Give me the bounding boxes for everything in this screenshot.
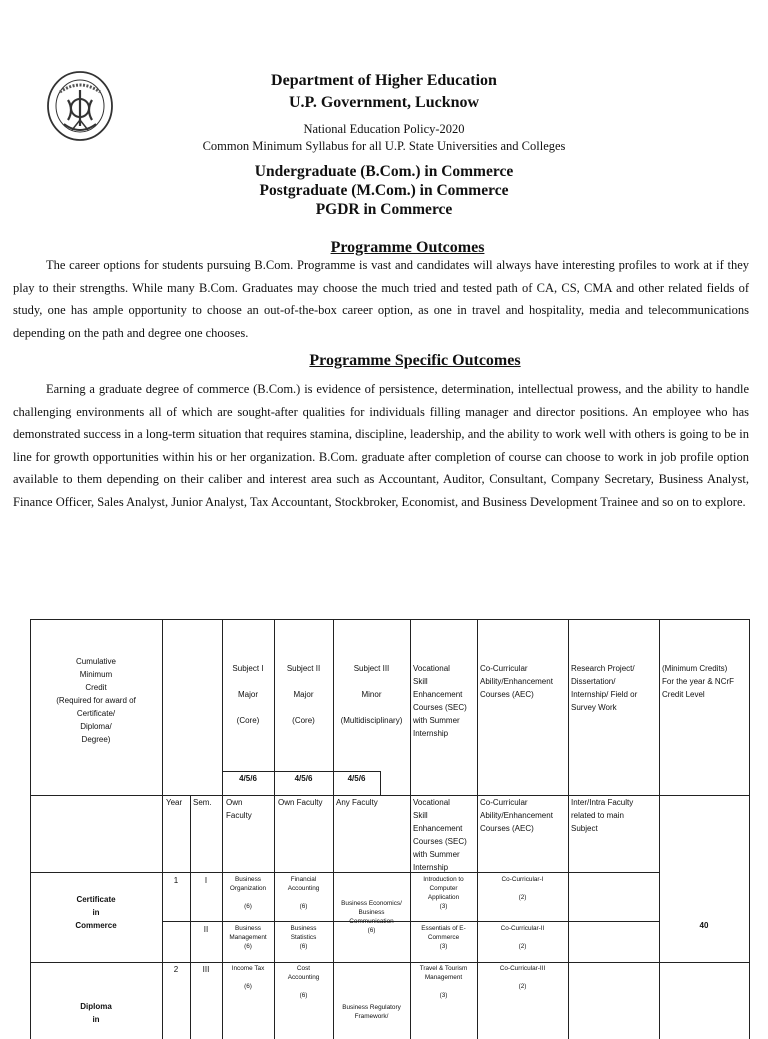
business-regulatory-course: Business Regulatory Framework/ (342, 1004, 401, 1020)
cocurricular-subheader: Co-Curricular Ability/Enhancement Courses (AEC) (480, 798, 553, 833)
programme-outcomes-title: Programme Outcomes (330, 239, 485, 256)
diploma-label: Diploma in (80, 1002, 112, 1024)
policy-line: National Education Policy-2020 (303, 122, 465, 136)
programme-specific-outcomes-title: Programme Specific Outcomes (309, 352, 521, 369)
financial-accounting-course: Financial Accounting (6) (287, 876, 320, 910)
subject2-header: Subject II Major (Core) (286, 664, 321, 725)
certificate-credits: 40 (699, 921, 709, 930)
subject1-credit-label: 4/5/6 (239, 774, 257, 783)
subject3-faculty: Any Faculty (336, 798, 378, 807)
cocurricular-header: Co-Curricular Ability/Enhancement Courses (AEC) (480, 664, 553, 699)
department-title: Department of Higher Education (271, 72, 497, 89)
vocational-header: Vocational Skill Enhancement Courses (SEC) with Summer Internship (413, 664, 467, 738)
cumulative-credit-header: Cumulative Minimum Credit (Required for award of Certificate/ Diploma/ Degree) (56, 657, 136, 744)
certificate-label: Certificate in Commerce (75, 895, 117, 930)
vocational-subheader: Vocational Skill Enhancement Courses (SEC) with Summer Internship (413, 798, 467, 872)
sem-header: Sem. (193, 798, 212, 807)
ug-title: Undergraduate (B.Com.) in Commerce (254, 163, 514, 180)
pgdr-title: PGDR in Commerce (315, 201, 453, 218)
credits-header: (Minimum Credits) For the year & NCrF Credit Level (662, 664, 735, 699)
government-title: U.P. Government, Lucknow (288, 94, 480, 111)
business-organization-course: Business Organization (6) (229, 876, 267, 910)
computer-application-course: Introduction to Computer Application (3) (423, 876, 464, 910)
credit-structure-table (30, 619, 750, 1039)
year-header: Year (166, 798, 183, 807)
pg-title: Postgraduate (M.Com.) in Commerce (259, 182, 509, 199)
cost-accounting-course: Cost Accounting (6) (287, 965, 320, 999)
programme-outcomes-text: The career options for students pursuing B.Com. Programme is vast and candidates will always have interesting profiles to work at if they play to their strengths. While many B.Com. Graduates may choose the much tried and tested path of CA, CS, CMA and other related fields of study, one has ample opportunity to choose an out-of-the-box career option, as one in travel and hospitality, media and telecommunications depending on the path and degree one chooses. (13, 258, 749, 340)
diploma-year: 2 (173, 965, 179, 974)
travel-tourism-course: Travel & Tourism Management (3) (419, 965, 468, 999)
programme-specific-outcomes-text: Earning a graduate degree of commerce (B.Com.) is evidence of persistence, determination, intellectual prowess, and the ability to handle challenging environments all of which are sought-after qualities for individuals filling manager and director positions. An employee who has demonstrated success in a long-term situation that requires stamina, discipline, leadership, and the ability to work well with others is going to be in line for growth opportunities within his or her organization. B.Com. graduate after completion of course can choose to work in job profile option available to them depending on their caliber and interest area such as Accountant, Auditor, Consultant, Company Secretary, Business Analyst, Finance Officer, Sales Analyst, Junior Analyst, Tax Accountant, Stockbroker, Economist, and Business Development Trainee and so on to explore. (13, 382, 749, 509)
research-header: Research Project/ Dissertation/ Internship/ Field or Survey Work (571, 664, 638, 712)
subject1-faculty: Own Faculty (226, 798, 252, 820)
business-management-course: Business Management (6) (229, 925, 267, 950)
business-statistics-course: Business Statistics (6) (290, 925, 317, 950)
certificate-sem-1: I (204, 876, 208, 885)
subject3-credit-label: 4/5/6 (347, 774, 366, 783)
e-commerce-course: Essentials of E- Commerce (3) (421, 925, 466, 950)
subject2-credit-label: 4/5/6 (294, 774, 313, 783)
certificate-year: 1 (173, 876, 179, 885)
subject1-header: Subject I Major (Core) (232, 664, 264, 725)
syllabus-line: Common Minimum Syllabus for all U.P. State Universities and Colleges (202, 139, 566, 153)
income-tax-course: Income Tax (6) (231, 965, 265, 990)
research-subheader: Inter/Intra Faculty related to main Subject (571, 798, 634, 833)
certificate-sem-2: II (203, 925, 209, 934)
co-curricular-1: Co-Curricular-I (2) (501, 876, 544, 901)
diploma-sem-3: III (202, 965, 210, 974)
business-economics-course: Business Economics/ Business Communication (6) (341, 900, 402, 934)
subject2-faculty: Own Faculty (278, 798, 323, 807)
subject3-header: Subject III Minor (Multidisciplinary) (340, 664, 403, 725)
co-curricular-2: Co-Curricular-II (2) (500, 925, 545, 950)
co-curricular-3: Co-Curricular-III (2) (499, 965, 546, 990)
